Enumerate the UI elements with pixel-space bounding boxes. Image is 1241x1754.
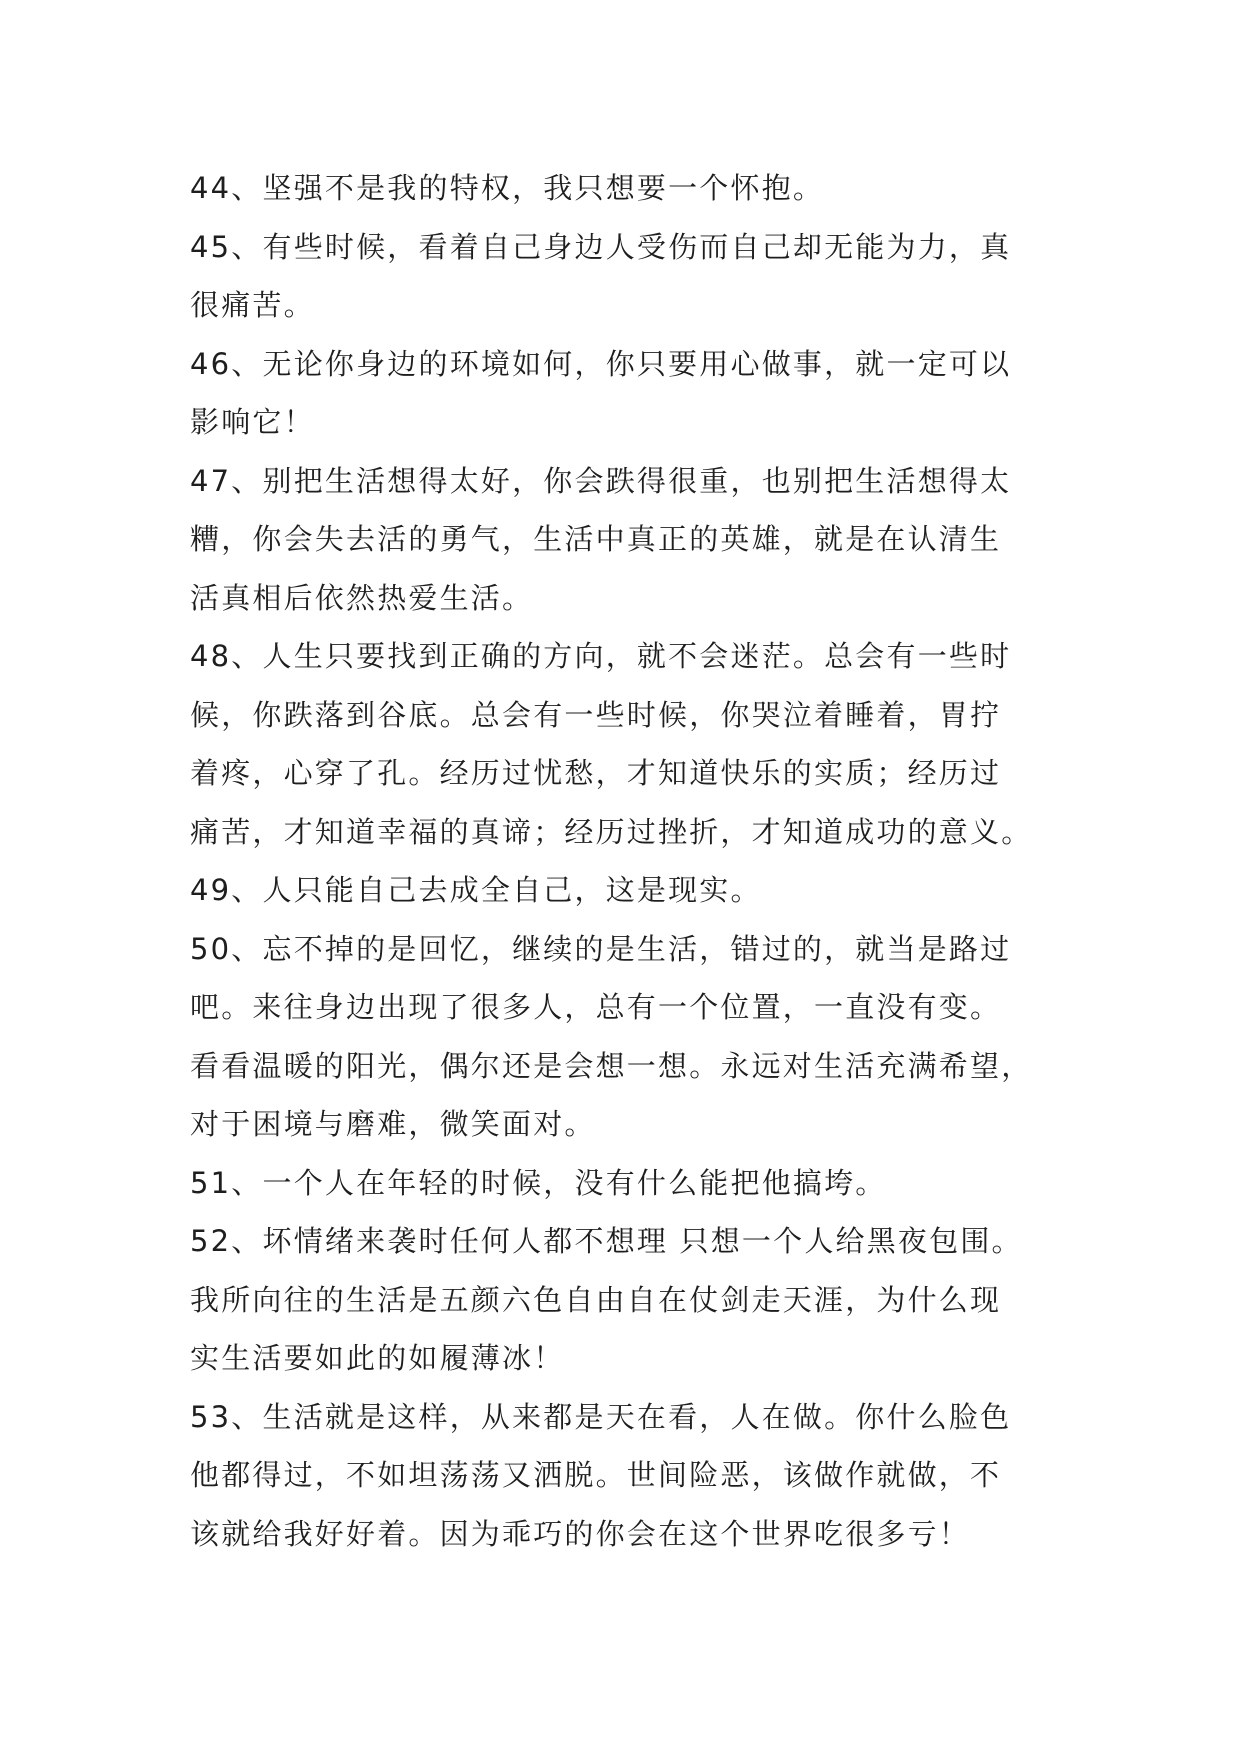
text-line: 他都得过，不如坦荡荡又洒脱。世间险恶，该做作就做，不	[190, 1458, 1002, 1492]
text-line: 实生活要如此的如履薄冰！	[190, 1341, 565, 1375]
text-line: 50、忘不掉的是回忆，继续的是生活，错过的，就当是路过	[190, 931, 1012, 966]
text-line: 候，你跌落到谷底。总会有一些时候，你哭泣着睡着，胃拧	[190, 697, 1002, 732]
text-line: 48、人生只要找到正确的方向，就不会迷茫。总会有一些时	[190, 639, 1012, 673]
text-line: 52、坏情绪来袭时任何人都不想理 只想一个人给黑夜包围。	[190, 1224, 1023, 1258]
text-line: 45、有些时候，看着自己身边人受伤而自己却无能为力，真	[190, 229, 1012, 264]
text-line: 该就给我好好着。因为乖巧的你会在这个世界吃很多亏！	[190, 1516, 971, 1551]
text-line: 51、一个人在年轻的时候，没有什么能把他搞垮。	[190, 1165, 887, 1200]
document-body	[190, 159, 1070, 1563]
text-line: 吧。来往身边出现了很多人，总有一个位置，一直没有变。	[190, 990, 1002, 1024]
text-line: 看看温暖的阳光，偶尔还是会想一想。永远对生活充满希望，	[190, 1048, 1033, 1083]
text-line: 糟，你会失去活的勇气，生活中真正的英雄，就是在认清生	[190, 522, 1002, 556]
text-line: 47、别把生活想得太好，你会跌得很重，也别把生活想得太	[190, 463, 1012, 498]
text-line: 着疼，心穿了孔。经历过忧愁，才知道快乐的实质；经历过	[190, 756, 1002, 790]
text-line: 49、人只能自己去成全自己，这是现实。	[190, 873, 762, 907]
text-line: 我所向往的生活是五颜六色自由自在仗剑走天涯，为什么现	[190, 1282, 1002, 1317]
text-line: 44、坚强不是我的特权，我只想要一个怀抱。	[190, 171, 825, 205]
text-line: 影响它！	[190, 405, 315, 439]
text-line: 活真相后依然热爱生活。	[190, 580, 534, 615]
text-line: 46、无论你身边的环境如何，你只要用心做事，就一定可以	[190, 346, 1012, 381]
text-line: 53、生活就是这样，从来都是天在看，人在做。你什么脸色	[190, 1399, 1012, 1434]
text-line: 对于困境与磨难，微笑面对。	[190, 1107, 596, 1141]
text-line: 痛苦，才知道幸福的真谛；经历过挫折，才知道成功的意义。	[190, 814, 1033, 849]
text-line: 很痛苦。	[190, 288, 315, 322]
